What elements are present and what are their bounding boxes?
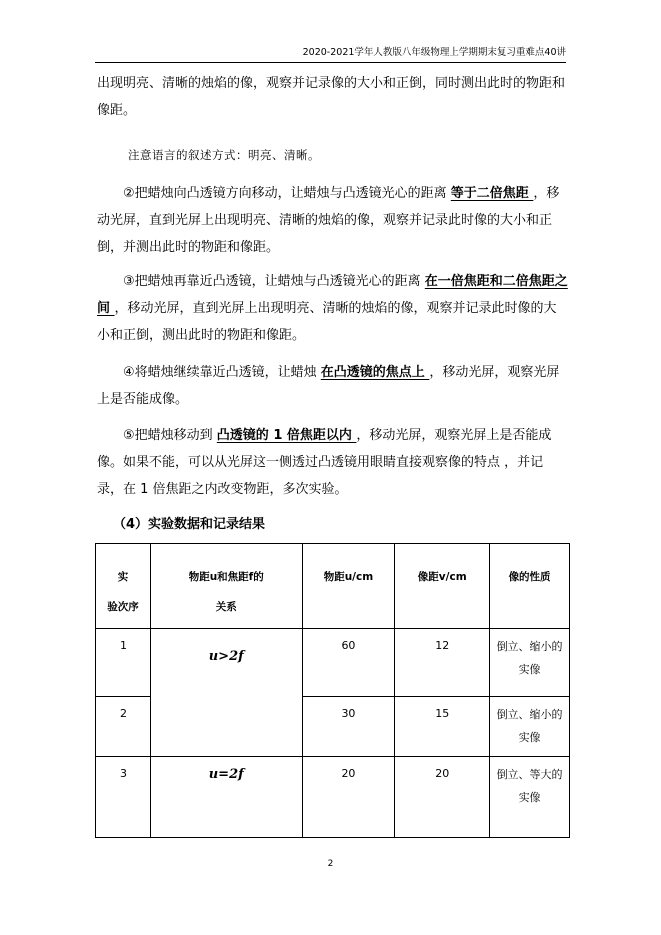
- table-header-row: [96, 544, 570, 629]
- table-row: [96, 629, 570, 697]
- header-image-nature: 像的性质: [490, 544, 570, 629]
- step-2-text: ②把蜡烛向凸透镜方向移动，让蜡烛与凸透镜光心的距离: [123, 186, 451, 201]
- table-row: [96, 757, 570, 838]
- step-3-text-rest: ，移动光屏，直到光屏上出现明亮、清晰的烛焰的像，观察并记录此时像的大小和正倒，测出此时的物距和像距。: [97, 301, 557, 343]
- image-distance: 20: [395, 757, 490, 838]
- row-number: 2: [96, 697, 151, 757]
- image-distance: 12: [395, 629, 490, 697]
- step-4-answer: 在凸透镜的焦点上: [320, 365, 430, 380]
- paragraph-5: [97, 422, 569, 503]
- header-relation: 物距u和焦距f的 关系: [150, 544, 302, 629]
- step-2-text-rest: ，移动光屏，直到光屏上出现明亮、清晰的烛焰的像，观察并记录此时像的大小和正倒，并测出此时的物距和像距。: [97, 186, 560, 255]
- header-object-distance: 物距u/cm: [302, 544, 395, 629]
- step-2-answer: 等于二倍焦距: [450, 186, 534, 201]
- relation-cell: u>2f: [150, 629, 302, 757]
- section-heading: （4）实验数据和记录结果: [113, 517, 266, 532]
- step-4-text-rest: ，移动光屏，观察光屏上是否能成像。: [97, 365, 560, 407]
- paragraph-2: [97, 180, 569, 261]
- header-trial: 实 验次序: [96, 544, 151, 629]
- data-table: [95, 543, 570, 838]
- object-distance: 20: [302, 757, 395, 838]
- row-number: 3: [96, 757, 151, 838]
- step-3-answer: 在一倍焦距和二倍焦距之间: [97, 274, 568, 316]
- image-nature: 倒立、缩小的实像: [490, 697, 570, 757]
- paragraph-3: [97, 268, 569, 349]
- step-4-text: ④将蜡烛继续靠近凸透镜，让蜡烛: [123, 365, 321, 380]
- image-nature: 倒立、等大的实像: [490, 757, 570, 838]
- paragraph-4: [97, 359, 569, 413]
- step-3-text: ③把蜡烛再靠近凸透镜，让蜡烛与凸透镜光心的距离: [123, 274, 425, 289]
- note-text: 注意语言的叙述方式：明亮、清晰。: [128, 148, 320, 162]
- page-header: 2020-2021学年人教版八年级物理上学期期末复习重难点40讲: [95, 44, 566, 63]
- step-5-text-rest: ，移动光屏，观察光屏上是否能成像。如果不能，可以从光屏这一侧透过凸透镜用眼睛直接观察像的特点 ，并记录，在 1 倍焦距之内改变物距，多次实验。: [97, 428, 552, 497]
- header-image-distance: 像距v/cm: [395, 544, 490, 629]
- image-nature: 倒立、缩小的实像: [490, 629, 570, 697]
- relation-cell: u=2f: [150, 757, 302, 838]
- row-number: 1: [96, 629, 151, 697]
- image-distance: 15: [395, 697, 490, 757]
- paragraph-1: 出现明亮、清晰的烛焰的像，观察并记录像的大小和正倒，同时测出此时的物距和像距。: [97, 76, 566, 118]
- object-distance: 60: [302, 629, 395, 697]
- object-distance: 30: [302, 697, 395, 757]
- step-5-answer: 凸透镜的 1 倍焦距以内: [216, 428, 357, 443]
- page-number: 2: [327, 859, 334, 869]
- step-5-text: ⑤把蜡烛移动到: [123, 428, 217, 443]
